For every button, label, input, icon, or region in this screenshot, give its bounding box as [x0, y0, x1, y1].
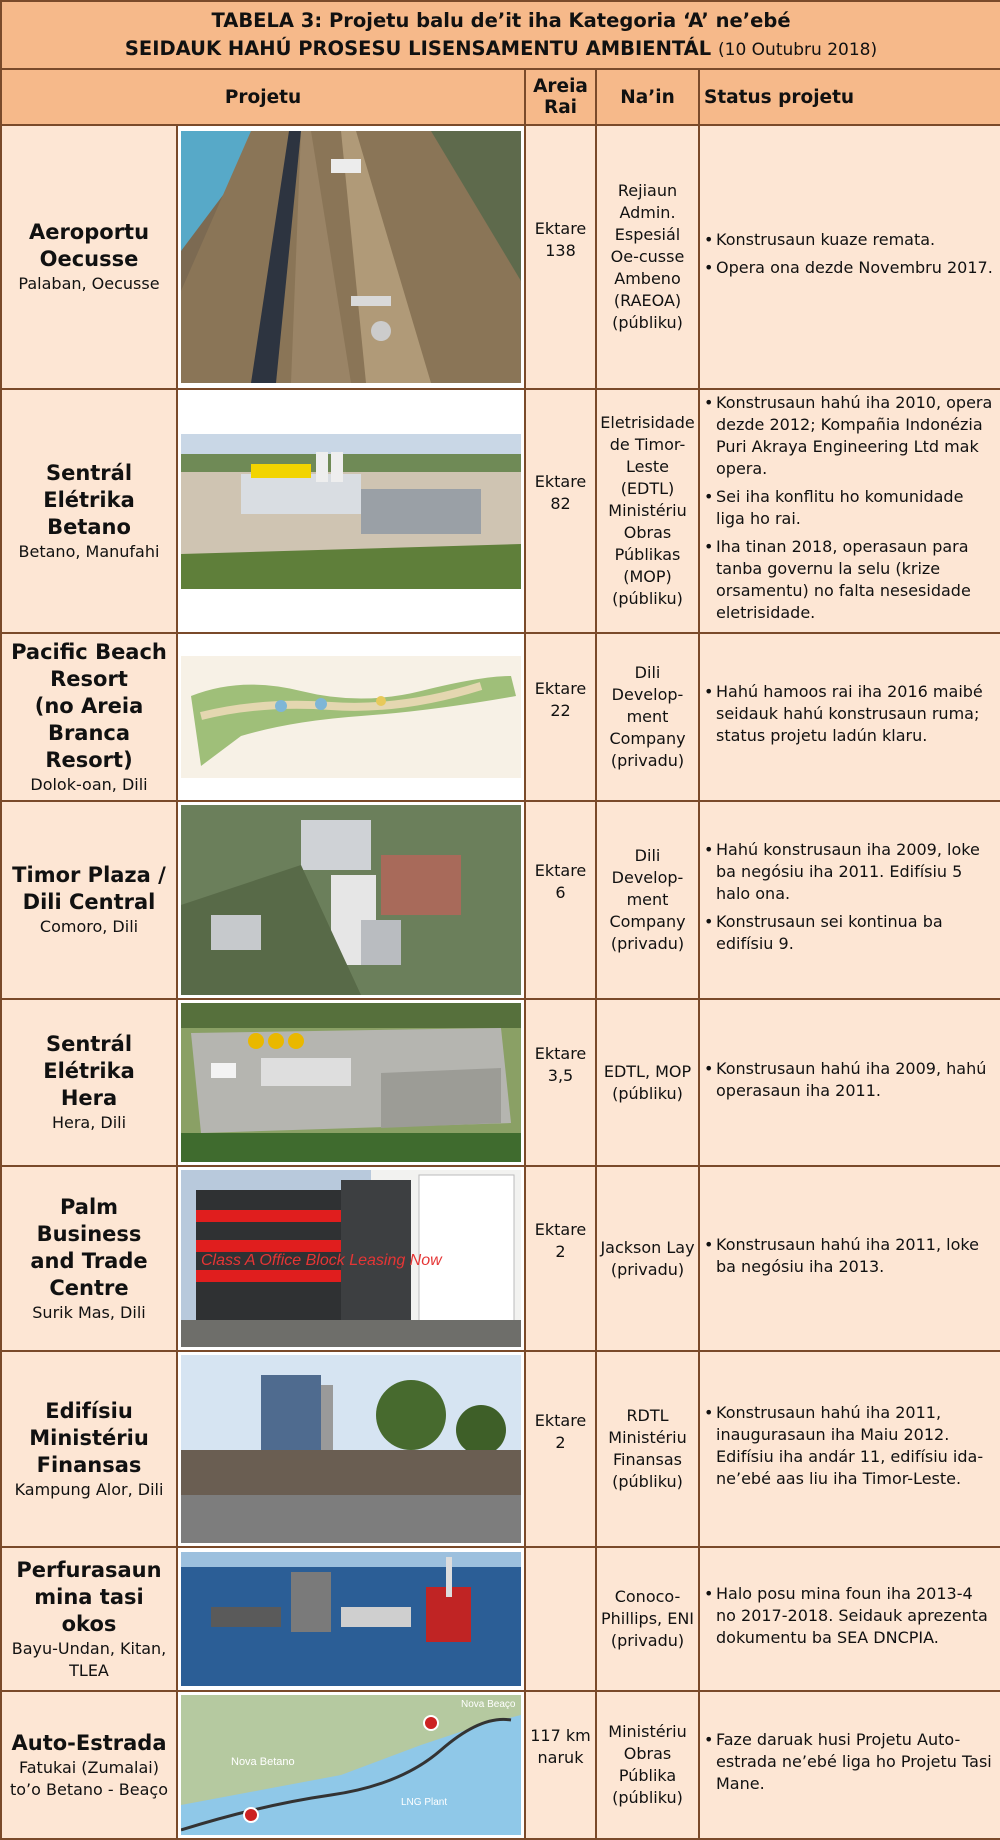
map-label-lng: LNG Plant [401, 1797, 448, 1808]
status-cell [699, 125, 1000, 389]
project-name-line: Perfurasaun [16, 1557, 162, 1582]
project-image-cell [177, 389, 525, 633]
project-name-line: Dili Central [22, 890, 156, 914]
owner-line: Ministériu [608, 1722, 687, 1741]
owner-line: Company [609, 729, 686, 748]
owner-line: (públiku) [612, 1472, 683, 1491]
area-value: 138 [545, 241, 576, 260]
project-location-line: Kampung Alor, Dili [14, 1479, 164, 1499]
project-name-line: Branca [47, 720, 131, 745]
status-item: • Konstrusaun hahú iha 2011, inaugurasaun iha Maiu 2012. Edifísiu iha andár 11, edifísiu ida-ne’ebé aas liu iha Timor-Leste. [716, 1402, 994, 1490]
status-item: • Opera ona dezde Novembru 2017. [716, 257, 994, 279]
table-row [1, 1351, 1000, 1547]
project-location-line: Dolok-oan, Dili [30, 774, 148, 794]
area-value: 117 km [530, 1726, 591, 1745]
owner-line: Dili [634, 846, 661, 865]
owner-line: Obras [623, 1744, 672, 1763]
project-image [181, 1552, 521, 1686]
owner-line: ment [626, 707, 669, 726]
owner-line: (públiku) [612, 589, 683, 608]
owner-cell [596, 389, 699, 633]
status-cell [699, 633, 1000, 801]
project-location-line: to’o Betano - Beaço [9, 1779, 168, 1799]
project-image [181, 656, 521, 778]
owner-line: (EDTL) [620, 479, 675, 498]
status-cell [699, 1166, 1000, 1351]
project-name-line: Oecusse [39, 247, 139, 271]
table-row [1, 125, 1000, 389]
project-name-cell [1, 1166, 177, 1351]
area-cell [525, 801, 596, 999]
status-item: • Konstrusaun hahú iha 2010, opera dezde 2012; Kompañia Indonézia Puri Akraya Engineering Ltd mak opera. [716, 392, 994, 480]
owner-line: Develop- [611, 685, 684, 704]
header-project: Projetu [1, 69, 525, 125]
owner-line: Company [609, 912, 686, 931]
project-location-line: Surik Mas, Dili [32, 1302, 146, 1322]
owner-line: Finansas [612, 1450, 683, 1469]
owner-line: Develop- [611, 868, 684, 887]
status-item: • Konstrusaun kuaze remata. [716, 229, 994, 251]
area-cell [525, 633, 596, 801]
area-cell [525, 1351, 596, 1547]
area-value: Ektare [534, 1219, 587, 1239]
project-name-cell [1, 389, 177, 633]
status-item: • Iha tinan 2018, operasaun para tanba governu la selu (krize orsamentu) no falta nesesidade eletrisidade. [716, 536, 994, 624]
status-cell [699, 389, 1000, 633]
area-value: 2 [555, 1241, 566, 1261]
table-title [1, 1, 1000, 69]
area-cell [525, 1166, 596, 1351]
status-cell [699, 1547, 1000, 1691]
header-area: Areia Rai [525, 69, 596, 125]
project-name-line: Elétrika [43, 1059, 135, 1083]
owner-cell [596, 1547, 699, 1691]
status-item: • Konstrusaun sei kontinua ba edifísiu 9. [716, 911, 994, 955]
project-image-cell [177, 1691, 525, 1839]
project-name-line: Aeroportu [28, 220, 150, 244]
owner-line: (privadu) [610, 1631, 685, 1650]
owner-line: Dili [634, 663, 661, 682]
project-name-cell [1, 1547, 177, 1691]
project-name-line: Elétrika [43, 487, 135, 512]
project-name-line: Sentrál [45, 460, 133, 485]
project-image [181, 1003, 521, 1162]
project-name-line: (no Areia [34, 693, 144, 718]
project-image [181, 1355, 521, 1543]
area-cell [525, 1691, 596, 1839]
status-item: • Hahú hamoos rai iha 2016 maibé seidauk hahú konstrusaun ruma; status projetu ladún klaru. [716, 681, 994, 747]
project-image [181, 434, 521, 589]
table-row [1, 1166, 1000, 1351]
owner-line: ment [626, 890, 669, 909]
owner-cell [596, 1166, 699, 1351]
owner-line: (privadu) [610, 934, 685, 953]
header-owner: Na’in [596, 69, 699, 125]
area-value: Ektare [534, 1043, 587, 1063]
owner-line: Leste [626, 457, 669, 476]
owner-line: Jackson Lay [600, 1237, 695, 1257]
owner-line: EDTL, MOP [603, 1061, 692, 1081]
area-value: Ektare [534, 861, 587, 880]
project-image-cell [177, 1166, 525, 1351]
area-value: Ektare [534, 1411, 587, 1430]
area-cell [525, 999, 596, 1166]
owner-line: Oe-cusse [610, 247, 685, 266]
project-image-cell [177, 633, 525, 801]
status-item: • Faze daruak husi Projetu Auto-estrada ne’ebé liga ho Projetu Tasi Mane. [716, 1729, 994, 1795]
owner-line: RDTL [626, 1406, 669, 1425]
project-name-line: Sentrál [45, 1032, 133, 1056]
project-name-line: Betano [47, 514, 131, 539]
table-row [1, 999, 1000, 1166]
project-name-line: and Trade [30, 1248, 148, 1273]
project-image-cell [177, 999, 525, 1166]
owner-cell [596, 633, 699, 801]
project-name-line: mina tasi okos [34, 1584, 144, 1636]
project-name-cell [1, 801, 177, 999]
project-location-line: Hera, Dili [51, 1113, 127, 1132]
project-name-line: Timor Plaza / [12, 863, 166, 887]
project-image [181, 1170, 521, 1347]
table-row [1, 801, 1000, 999]
owner-line: Conoco- [614, 1587, 681, 1606]
area-value: naruk [537, 1748, 584, 1767]
project-image-cell [177, 1547, 525, 1691]
status-item: • Konstrusaun hahú iha 2011, loke ba negósiu iha 2013. [716, 1234, 994, 1278]
area-value: Ektare [534, 472, 587, 491]
project-location-line: TLEA [69, 1660, 109, 1680]
status-item: • Halo posu mina foun iha 2013-4 no 2017-2018. Seidauk aprezenta dokumentu ba SEA DNCPIA. [716, 1583, 994, 1649]
area-value: Ektare [534, 219, 587, 238]
owner-cell [596, 125, 699, 389]
project-image-cell [177, 1351, 525, 1547]
table-row [1, 633, 1000, 801]
owner-cell [596, 1691, 699, 1839]
project-location-line: Betano, Manufahi [18, 541, 160, 561]
status-cell [699, 801, 1000, 999]
owner-line: Eletrisidade [600, 413, 695, 432]
header-row [1, 69, 1000, 125]
area-value: Ektare [534, 679, 587, 698]
project-name-cell [1, 1691, 177, 1839]
status-item: • Sei iha konflitu ho komunidade liga ho rai. [716, 486, 994, 530]
owner-cell [596, 801, 699, 999]
table-row [1, 1691, 1000, 1839]
project-name-cell [1, 633, 177, 801]
project-image [181, 805, 521, 995]
owner-line: Rejiaun [617, 181, 678, 200]
owner-line: (privadu) [610, 1259, 685, 1279]
owner-line: (públiku) [612, 1083, 683, 1103]
area-value: 6 [555, 883, 566, 902]
status-cell [699, 1351, 1000, 1547]
status-cell [699, 1691, 1000, 1839]
owner-line: Públikas [614, 545, 681, 564]
project-location-line: Fatukai (Zumalai) [19, 1757, 159, 1777]
banner-text: Class A Office Block Leasing Now [201, 1252, 442, 1269]
project-name-line: Centre [49, 1275, 129, 1300]
owner-line: (MOP) [623, 567, 672, 586]
area-value: 2 [555, 1433, 566, 1452]
owner-line: Ministériu [608, 501, 687, 520]
title-line-1: TABELA 3: Projetu balu de’it iha Kategoria ‘A’ ne’ebé [211, 8, 791, 32]
owner-line: (privadu) [610, 751, 685, 770]
owner-line: Phillips, ENI [600, 1609, 695, 1628]
title-date: (10 Outubru 2018) [718, 39, 878, 60]
project-image [181, 1695, 521, 1835]
table-row [1, 1547, 1000, 1691]
owner-cell [596, 1351, 699, 1547]
owner-line: (públiku) [612, 1788, 683, 1807]
area-value: 82 [550, 494, 571, 513]
owner-line: Ministériu [608, 1428, 687, 1447]
status-cell [699, 999, 1000, 1166]
project-name-line: Finansas [36, 1452, 142, 1477]
owner-line: Públika [618, 1766, 677, 1785]
project-name-line: Edifísiu [45, 1398, 133, 1423]
project-name-line: Hera [60, 1086, 118, 1110]
area-cell [525, 389, 596, 633]
owner-line: (RAEOA) [613, 291, 682, 310]
header-status: Status projetu [699, 69, 1000, 125]
owner-line: Ambeno [614, 269, 681, 288]
owner-cell [596, 999, 699, 1166]
area-cell [525, 1547, 596, 1691]
project-name-line: Auto-Estrada [11, 1730, 167, 1755]
project-name-line: Pacific Beach [11, 639, 167, 664]
project-name-cell [1, 125, 177, 389]
status-item: • Hahú konstrusaun iha 2009, loke ba negósiu iha 2011. Edifísiu 5 halo ona. [716, 839, 994, 905]
project-name-line: Ministériu [29, 1425, 149, 1450]
status-item: • Konstrusaun hahú iha 2009, hahú operasaun iha 2011. [716, 1058, 994, 1102]
project-name-line: Palm Business [36, 1194, 142, 1246]
project-image [181, 131, 521, 383]
table-row [1, 389, 1000, 633]
project-image-cell [177, 801, 525, 999]
project-name-cell [1, 1351, 177, 1547]
area-cell [525, 125, 596, 389]
map-label-nova-beaco: Nova Beaço [461, 1699, 516, 1710]
owner-line: Admin. [619, 203, 676, 222]
project-location-line: Comoro, Dili [39, 917, 139, 936]
project-name-line: Resort) [45, 747, 133, 772]
project-location-line: Palaban, Oecusse [18, 274, 160, 293]
owner-line: de Timor- [609, 435, 686, 454]
area-value: 3,5 [547, 1065, 574, 1085]
owner-line: (públiku) [612, 313, 683, 332]
project-name-cell [1, 999, 177, 1166]
map-label-nova-betano: Nova Betano [231, 1756, 295, 1768]
project-location-line: Bayu-Undan, Kitan, [11, 1638, 167, 1658]
owner-line: Obras [623, 523, 672, 542]
project-name-line: Resort [50, 666, 128, 691]
area-value: 22 [550, 701, 571, 720]
project-image-cell [177, 125, 525, 389]
title-line-2: SEIDAUK HAHÚ PROSESU LISENSAMENTU AMBIENTÁL [124, 36, 712, 60]
owner-line: Espesiál [614, 225, 681, 244]
